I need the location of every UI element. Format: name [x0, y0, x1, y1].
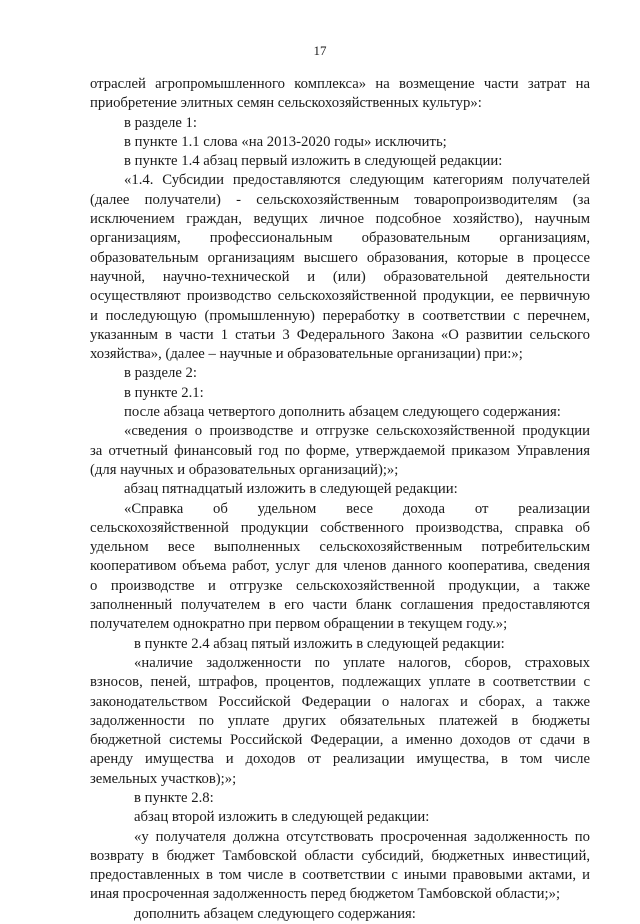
text-line: отраслей агропромышленного комплекса» на возмещение части затрат на	[90, 76, 590, 92]
text-line: приобретение элитных семян сельскохозяйственных культур»:	[90, 95, 482, 112]
text-line: иная просроченная задолженность перед бюджетом Тамбовской области;»;	[90, 886, 561, 903]
text-line: абзац пятнадцатый изложить в следующей редакции:	[124, 481, 458, 498]
text-line: за отчетный финансовый год по форме, утверждаемой приказом Управления	[90, 442, 590, 459]
page-number: 17	[313, 43, 327, 58]
text-line: законодательством Российской Федерации о налогах и сборах, а также	[90, 693, 590, 710]
text-line: сельскохозяйственной продукции собственного производства, справка об	[90, 519, 590, 536]
text-line: в пункте 1.4 абзац первый изложить в следующей редакции:	[124, 153, 503, 170]
text-line: взносов, пеней, штрафов, процентов, подлежащих уплате в соответствии с	[90, 674, 590, 691]
text-line: задолженности по уплате других обязательных платежей в бюджеты	[90, 712, 590, 729]
text-line: заполненный получателем в его части бланк соглашения предоставляются	[90, 597, 590, 614]
text-line: «1.4. Субсидии предоставляются следующим категориям получателей	[124, 172, 590, 189]
text-line: предоставленных в том числе в соответствии с иными правовыми актами, и	[90, 867, 590, 884]
text-line: в пункте 1.1 слова «на 2013-2020 годы» исключить;	[124, 133, 447, 150]
text-line: исключением граждан, ведущих личное подсобное хозяйство), научным	[90, 211, 590, 228]
text-line: образовательным организациям высшего образования, которые в процессе	[90, 249, 590, 266]
text-line: бюджетной системы Российской Федерации, а именно доходов от сдачи в	[90, 732, 590, 749]
text-line: научной, научно-технической и (или) образовательной деятельности	[90, 268, 590, 285]
text-line: кооперативом объема работ, услуг для членов данного кооператива, сведения	[90, 558, 590, 575]
text-line: в разделе 2:	[124, 365, 197, 382]
text-line: удельном весе выполненных сельскохозяйственным потребительским	[90, 539, 590, 556]
text-line: в пункте 2.8:	[134, 789, 214, 806]
document-body	[90, 75, 590, 924]
text-line: земельных участков);»;	[90, 770, 237, 787]
text-line: «Справка об удельном весе дохода от реализации	[124, 500, 590, 517]
text-line: и последующую (промышленную) переработку в соответствии с перечнем,	[90, 307, 590, 324]
text-line: о производстве и отгрузке сельскохозяйственной продукции, а также	[90, 577, 590, 594]
text-line: в разделе 1:	[124, 114, 197, 131]
text-line: (для научных и образовательных организаций);»;	[90, 461, 399, 478]
text-line: получателем однократно при первом обращении в текущем году.»;	[90, 616, 508, 633]
text-line: хозяйства», (далее – научные и образовательные организации) при:»;	[90, 346, 523, 363]
text-line: «у получателя должна отсутствовать просроченная задолженность по	[134, 828, 590, 845]
text-line: после абзаца четвертого дополнить абзацем следующего содержания:	[124, 404, 561, 421]
text-line: осуществляют производство сельскохозяйственной продукции, ее первичную	[90, 288, 590, 305]
text-line: «наличие задолженности по уплате налогов, сборов, страховых	[134, 654, 590, 671]
text-line: (далее получатели) - сельскохозяйственным товаропроизводителям (за	[90, 191, 590, 208]
text-line: указанным в части 1 статьи 3 Федерального Закона «О развитии сельского	[90, 326, 590, 343]
text-line: «сведения о производстве и отгрузке сельскохозяйственной продукции	[124, 423, 590, 440]
text-line: возврату в бюджет Тамбовской области субсидий, бюджетных инвестиций,	[90, 847, 590, 864]
text-line: аренду имущества и доходов от реализации имущества, в том числе	[90, 751, 590, 768]
text-line: в пункте 2.1:	[124, 384, 204, 401]
text-line: абзац второй изложить в следующей редакции:	[134, 809, 430, 826]
text-line: организациям, профессиональным образовательным организациям,	[90, 230, 590, 247]
text-line: дополнить абзацем следующего содержания:	[134, 905, 416, 922]
text-line: в пункте 2.4 абзац пятый изложить в следующей редакции:	[134, 635, 505, 652]
